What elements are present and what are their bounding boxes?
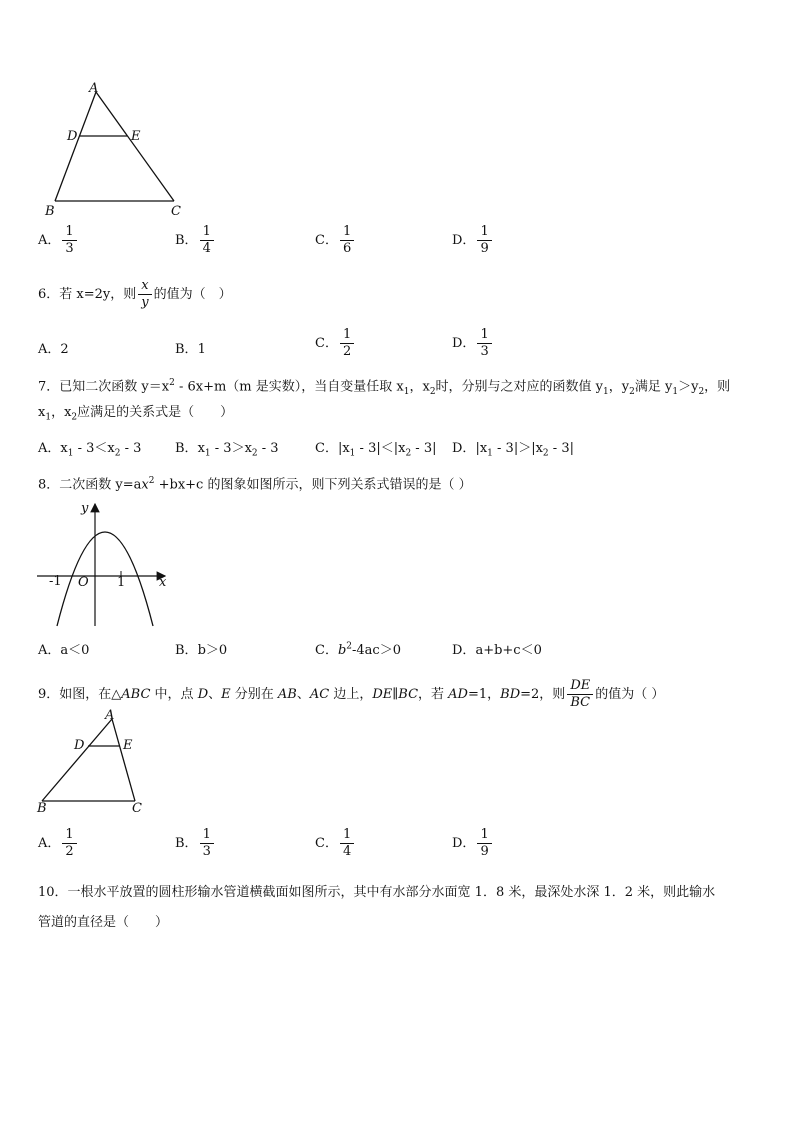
q7-option-a[interactable]: A．$x_1 - 3<x_2 - 3$ <box>38 441 142 459</box>
label-c: C <box>171 204 181 219</box>
side-ab <box>42 719 112 801</box>
label-x: x <box>159 575 167 590</box>
label-neg-one: -1 <box>49 574 62 589</box>
question-6-text: 6．若 x=2y，则 $\frac{x}{y}$ 的值为（ ） <box>38 278 232 310</box>
q9-option-c[interactable]: C． $\frac{1}{4}$ <box>315 827 356 860</box>
q8-option-d[interactable]: D．a+b+c＜0 <box>452 643 542 658</box>
label-d: D <box>74 738 85 753</box>
fraction: $\frac{1}{3}$ <box>477 327 491 360</box>
fraction-x-over-y: $\frac{x}{y}$ <box>138 278 151 311</box>
question-8-text: 8．二次函数 $y=ax^2 +bx+c$ 的图象如图所示，则下列关系式错误的是（ ） <box>38 476 472 493</box>
parabola-curve <box>57 532 153 626</box>
label-a: A <box>105 708 115 723</box>
label-one: 1 <box>117 575 126 590</box>
label-b: B <box>37 801 47 816</box>
q6-option-b[interactable]: B．1 <box>175 342 206 357</box>
question-10-line-2: 管道的直径是（ ） <box>38 915 169 930</box>
label-a: A <box>89 81 99 96</box>
side-ac <box>96 92 174 201</box>
q8-option-b[interactable]: B．b＞0 <box>175 643 228 658</box>
q7-option-c[interactable]: C．$|x_1 - 3|<|x_2 - 3|$ <box>315 441 437 459</box>
question-9-text: 9．如图，在△ABC 中，点 D、E 分别在 AB、AC 边上，DE∥BC，若 AD=1，BD=2，则 $\frac{DE}{BC}$ 的值为（ ） <box>38 678 665 710</box>
question-10-line-1: 10．一根水平放置的圆柱形输水管道横截面如图所示，其中有水部分水面宽 1．8 米，最深处水深 1．2 米，则此输水 <box>38 885 716 900</box>
q5-option-b[interactable]: B． $\frac{1}{4}$ <box>175 224 216 257</box>
fraction: $\frac{1}{6}$ <box>340 224 354 257</box>
q9-option-a[interactable]: A． $\frac{1}{2}$ <box>38 827 79 860</box>
figure-triangle-1 <box>40 80 190 222</box>
q8-option-a[interactable]: A．a＜0 <box>38 643 90 658</box>
q6-option-d[interactable]: D． $\frac{1}{3}$ <box>452 327 494 360</box>
question-7-line-1: 7．已知二次函数 $y=x^2 - 6x+m(m$ 是实数），当自变量任取 $x_1$，$x_2$时，分别与之对应的函数值 $y_1$，$y_2$满足 $y_1>y_2$，则 <box>38 378 731 397</box>
fraction: $\frac{1}{3}$ <box>200 827 214 860</box>
label-c: C <box>132 801 142 816</box>
q5-option-c[interactable]: C． $\frac{1}{6}$ <box>315 224 356 257</box>
q7-option-d[interactable]: D．$|x_1 - 3|>|x_2 - 3|$ <box>452 441 574 459</box>
fraction: $\frac{1}{9}$ <box>477 827 491 860</box>
q8-option-c[interactable]: C．$b^2-4ac>0$ <box>315 641 401 658</box>
q6-option-c[interactable]: C． $\frac{1}{2}$ <box>315 327 356 360</box>
fraction: $\frac{1}{9}$ <box>477 224 491 257</box>
label-b: B <box>45 204 55 219</box>
q5-option-a[interactable]: A． $\frac{1}{3}$ <box>38 224 79 257</box>
side-ac <box>112 719 135 801</box>
label-e: E <box>131 129 141 144</box>
fraction: $\frac{1}{4}$ <box>200 224 214 257</box>
label-d: D <box>67 129 78 144</box>
label-origin: O <box>78 575 89 590</box>
fraction-de-over-bc: $\frac{DE}{BC}$ <box>567 678 593 711</box>
fraction: $\frac{1}{2}$ <box>340 327 354 360</box>
label-y: y <box>81 501 89 516</box>
side-ab <box>55 92 96 201</box>
figure-triangle-2 <box>35 706 155 816</box>
q6-option-a[interactable]: A．2 <box>38 342 69 357</box>
q7-option-b[interactable]: B．$x_1 - 3>x_2 - 3$ <box>175 441 279 459</box>
fraction: $\frac{1}{2}$ <box>62 827 76 860</box>
q5-option-d[interactable]: D． $\frac{1}{9}$ <box>452 224 494 257</box>
q9-option-b[interactable]: B． $\frac{1}{3}$ <box>175 827 216 860</box>
figure-parabola <box>35 498 175 628</box>
fraction: $\frac{1}{4}$ <box>340 827 354 860</box>
label-e: E <box>123 738 133 753</box>
fraction: $\frac{1}{3}$ <box>62 224 76 257</box>
q9-option-d[interactable]: D． $\frac{1}{9}$ <box>452 827 494 860</box>
question-7-line-2: $x_1$，$x_2$应满足的关系式是（ ） <box>38 405 234 423</box>
